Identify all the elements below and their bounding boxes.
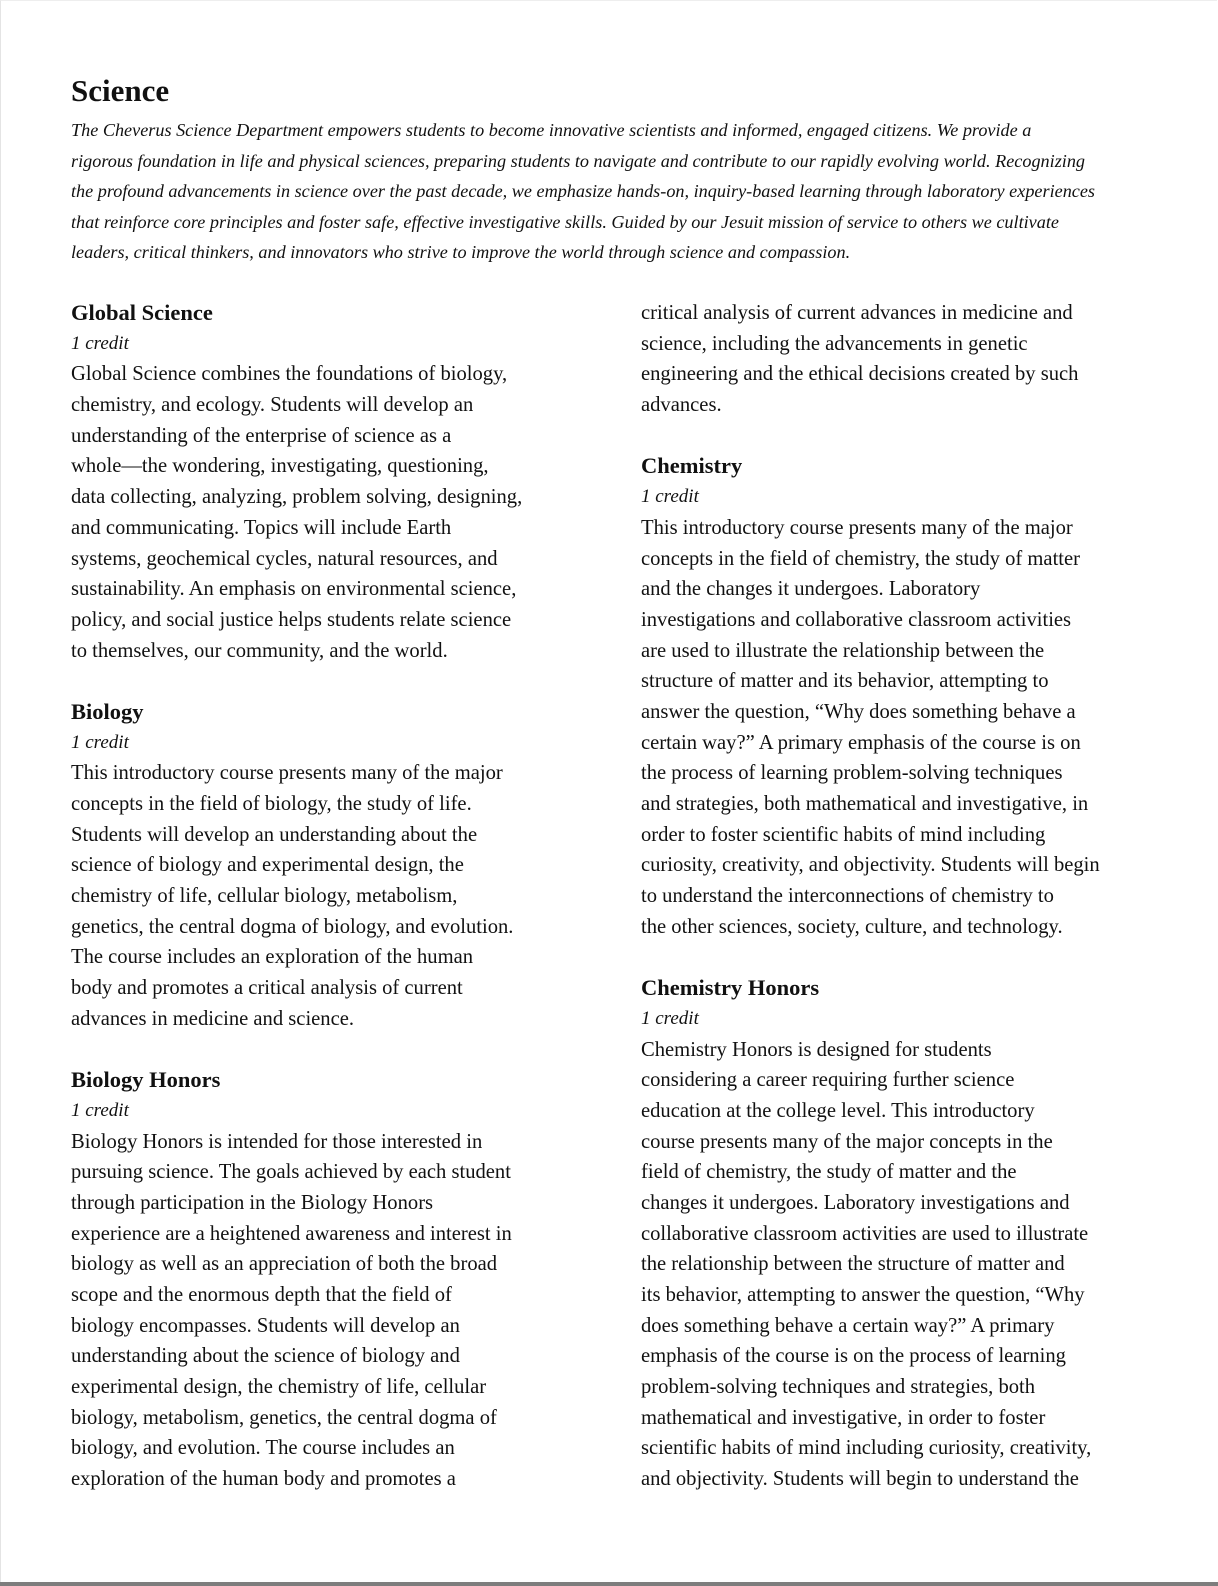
left-column [71, 298, 591, 1495]
course-description-line: certain way?” A primary emphasis of the course is on [641, 731, 1081, 754]
course-credit: 1 credit [71, 332, 129, 354]
course-description-line: and objectivity. Students will begin to understand the [641, 1468, 1079, 1491]
course-description-line: structure of matter and its behavior, attempting to [641, 670, 1049, 693]
course-description-line: curiosity, creativity, and objectivity. Students will begin [641, 854, 1100, 877]
page-bottom-edge [0, 1582, 1218, 1586]
course-description-line: critical analysis of current advances in medicine and [641, 302, 1073, 324]
course-section [71, 666, 591, 1034]
right-column [641, 298, 1171, 1495]
course-credit: 1 credit [641, 1007, 699, 1029]
course-description-line: Biology Honors is intended for those interested in [71, 1130, 483, 1153]
course-description-line: data collecting, analyzing, problem solving, designing, [71, 486, 523, 509]
course-description-line: biology as well as an appreciation of both the broad [71, 1253, 498, 1276]
course-description-line: scope and the enormous depth that the field of [71, 1284, 452, 1306]
course-description-line: experimental design, the chemistry of life, cellular [71, 1376, 487, 1399]
course-description-line: investigations and collaborative classroom activities [641, 608, 1072, 631]
course-title: Biology [71, 698, 144, 724]
course-description-line: mathematical and investigative, in order to foster [641, 1406, 1046, 1429]
course-description-line: the relationship between the structure of matter and [641, 1253, 1065, 1276]
course-description-line: are used to illustrate the relationship between the [641, 639, 1045, 662]
page-title: Science [71, 73, 170, 108]
course-description-line: the process of learning problem-solving techniques [641, 762, 1063, 785]
course-description-line: and the changes it undergoes. Laboratory [641, 578, 981, 601]
course-description-line: advances in medicine and science. [71, 1007, 355, 1030]
course-title: Chemistry Honors [641, 975, 820, 1001]
course-description-line: its behavior, attempting to answer the question, “Why [641, 1284, 1085, 1306]
course-description-line: chemistry, and ecology. Students will develop an [71, 394, 474, 417]
course-description-line: pursuing science. The goals achieved by each student [71, 1161, 511, 1184]
course-description-line: chemistry of life, cellular biology, metabolism, [71, 885, 458, 908]
course-description-line: course presents many of the major concepts in the [641, 1130, 1053, 1153]
course-description-line: whole—the wondering, investigating, questioning, [71, 455, 489, 478]
course-description-line: concepts in the field of biology, the study of life. [71, 793, 472, 815]
course-description-line: Students will develop an understanding about the [71, 823, 478, 846]
course-description-line: systems, geochemical cycles, natural resources, and [71, 547, 498, 570]
course-description-line: to themselves, our community, and the world. [71, 639, 448, 662]
course-description-line: emphasis of the course is on the process of learning [641, 1345, 1066, 1368]
intro-line: that reinforce core principles and foster safe, effective investigative skills. Guided by our Jesuit mission of service to others we cultivate [71, 211, 1059, 232]
course-description-line: advances. [641, 394, 722, 417]
section-gap [641, 942, 1171, 973]
course-description-line: The course includes an exploration of the human [71, 946, 474, 969]
course-description-line: sustainability. An emphasis on environmental science, [71, 578, 517, 601]
course-section [71, 1035, 591, 1495]
course-description-line: policy, and social justice helps students relate science [71, 608, 512, 631]
course-credit: 1 credit [71, 1099, 129, 1121]
course-description-line: concepts in the field of chemistry, the study of matter [641, 547, 1081, 570]
course-description-line: education at the college level. This introductory [641, 1099, 1035, 1122]
course-title: Global Science [71, 300, 213, 325]
course-credit: 1 credit [71, 731, 129, 753]
course-section [641, 942, 1171, 1494]
course-description-line: and communicating. Topics will include Earth [71, 516, 452, 539]
course-description-line: problem-solving techniques and strategies, both [641, 1376, 1036, 1399]
section-gap [71, 1035, 591, 1066]
course-description-line: engineering and the ethical decisions created by such [641, 363, 1079, 386]
course-description-line: Global Science combines the foundations of biology, [71, 363, 508, 386]
course-description-line: scientific habits of mind including curiosity, creativity, [641, 1437, 1092, 1460]
course-description-line: biology, metabolism, genetics, the central dogma of [71, 1406, 497, 1429]
course-description-line: considering a career requiring further science [641, 1069, 1015, 1092]
section-gap [71, 666, 591, 697]
intro-line: The Cheverus Science Department empowers students to become innovative scientists and informed, engaged citizens. We provide a [71, 120, 1032, 140]
course-description-line: the other sciences, society, culture, and technology. [641, 915, 1063, 938]
course-section [641, 298, 1171, 421]
course-description-line: exploration of the human body and promotes a [71, 1468, 456, 1491]
course-description-line: biology, and evolution. The course includes an [71, 1437, 455, 1460]
course-description-line: and strategies, both mathematical and investigative, in [641, 793, 1089, 815]
course-description-line: order to foster scientific habits of mind including [641, 823, 1046, 846]
course-description-line: biology encompasses. Students will develop an [71, 1314, 460, 1337]
intro-line: leaders, critical thinkers, and innovators who strive to improve the world through science and compassion. [71, 242, 851, 262]
course-description-line: understanding about the science of biology and [71, 1345, 460, 1368]
course-title: Biology Honors [71, 1067, 221, 1093]
course-description-line: This introductory course presents many of the major [71, 762, 503, 785]
intro-line: the profound advancements in science over the past decade, we emphasize hands-on, inquiry-based learning through laboratory experiences [71, 181, 1096, 201]
course-description-line: Chemistry Honors is designed for students [641, 1038, 992, 1061]
course-description-line: science, including the advancements in genetic [641, 332, 1028, 355]
course-description-line: field of chemistry, the study of matter and the [641, 1161, 1017, 1184]
course-section [641, 421, 1171, 943]
intro-line: rigorous foundation in life and physical sciences, preparing students to navigate and contribute to our rapidly evolving world. Recognizing [71, 150, 1086, 171]
course-credit: 1 credit [641, 486, 699, 508]
course-description-line: experience are a heightened awareness and interest in [71, 1222, 512, 1245]
course-description-line: This introductory course presents many of the major [641, 516, 1073, 539]
course-description-line: science of biology and experimental design, the [71, 854, 464, 877]
course-description-line: changes it undergoes. Laboratory investigations and [641, 1191, 1070, 1214]
course-section [71, 298, 591, 666]
course-description-line: through participation in the Biology Honors [71, 1191, 434, 1214]
course-description-line: genetics, the central dogma of biology, and evolution. [71, 915, 514, 938]
course-description-line: answer the question, “Why does something behave a [641, 700, 1076, 723]
course-description-line: collaborative classroom activities are used to illustrate [641, 1222, 1089, 1245]
course-title: Chemistry [641, 453, 743, 479]
section-gap [641, 421, 1171, 452]
course-description-line: does something behave a certain way?” A primary [641, 1314, 1055, 1337]
course-description-line: body and promotes a critical analysis of current [71, 977, 463, 1000]
course-description-line: to understand the interconnections of chemistry to [641, 885, 1054, 908]
department-intro [71, 115, 1161, 268]
course-description-line: understanding of the enterprise of science as a [71, 424, 452, 447]
